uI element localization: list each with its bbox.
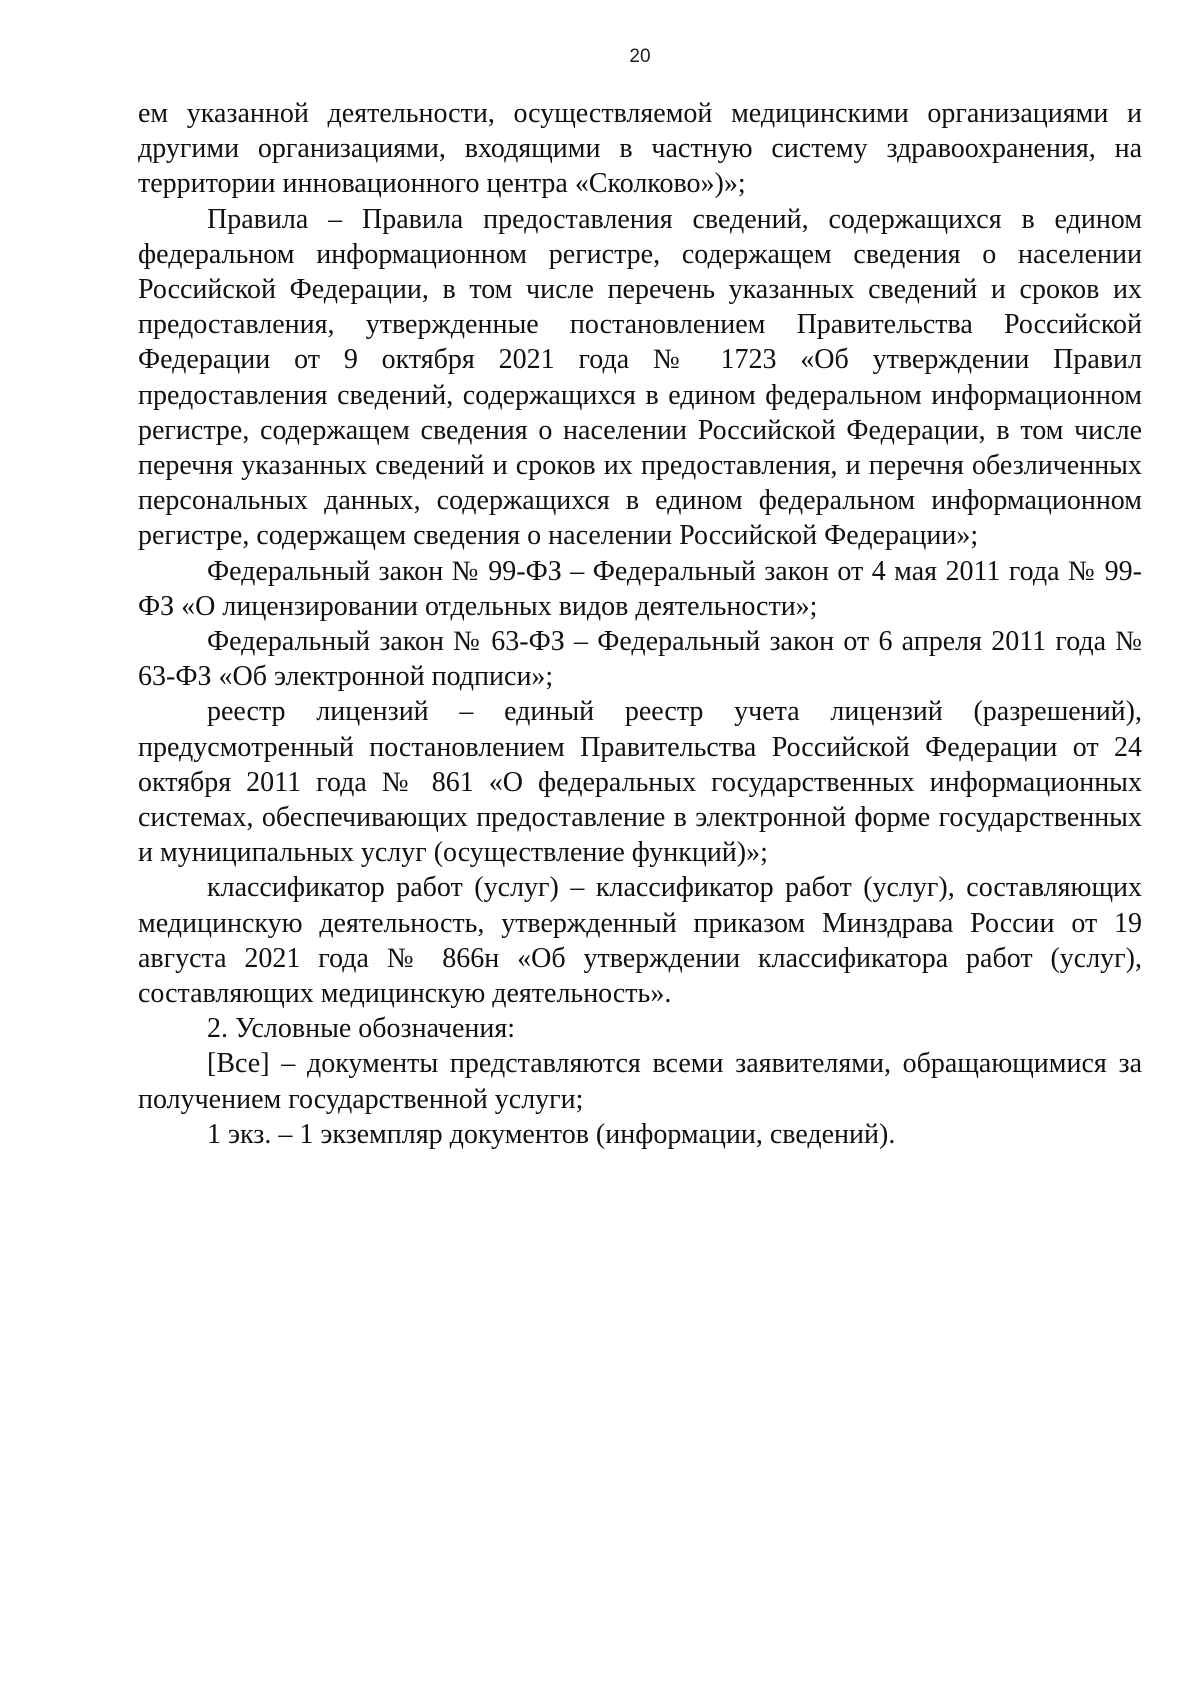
paragraph-definition-classifier: классификатор работ (услуг) – классификатор работ (услуг), составляющих медицинскую деятельность, утвержденный приказом Минздрава России от 19 августа 2021 года № 866н «Об утверждении классификатора работ (услуг), составляющих медицинскую деятельность». (138, 872, 1142, 1010)
paragraph-notation-all: [Все] – документы представляются всеми заявителями, обращающимися за получением государственной услуги; (138, 1048, 1142, 1115)
paragraph-definition-law-63: Федеральный закон № 63-ФЗ – Федеральный закон от 6 апреля 2011 года № 63-ФЗ «Об электронной подписи»; (138, 626, 1142, 693)
paragraph-section-heading: 2. Условные обозначения: (207, 1013, 516, 1045)
page-number: 20 (629, 46, 651, 67)
document-body (138, 96, 1142, 1152)
paragraph-definition-license-registry: реестр лицензий – единый реестр учета лицензий (разрешений), предусмотренный постановлением Правительства Российской Федерации от 24 октября 2011 года № 861 «О федеральных государственных информационных системах, обеспечивающих предоставление в электронной форме государственных и муниципальных услуг (осуществление функций)»; (138, 696, 1142, 869)
paragraph-notation-copies: 1 экз. – 1 экземпляр документов (информации, сведений). (207, 1118, 896, 1150)
paragraph-continuation: ем указанной деятельности, осуществляемой медицинскими организациями и другими организациями, входящими в частную систему здравоохранения, на территории инновационного центра «Сколково»)»; (138, 98, 1142, 200)
paragraph-definition-law-99: Федеральный закон № 99-ФЗ – Федеральный закон от 4 мая 2011 года № 99-ФЗ «О лицензировании отдельных видов деятельности»; (138, 555, 1142, 622)
paragraph-definition-rules: Правила – Правила предоставления сведений, содержащихся в едином федеральном информационном регистре, содержащем сведения о населении Российской Федерации, в том числе перечень указанных сведений и сроков их предоставления, утвержденные постановлением Правительства Российской Федерации от 9 октября 2021 года № 1723 «Об утверждении Правил предоставления сведений, содержащихся в едином федеральном информационном регистре, содержащем сведения о населении Российской Федерации, в том числе перечня указанных сведений и сроков их предоставления, и перечня обезличенных персональных данных, содержащихся в едином федеральном информационном регистре, содержащем сведения о населении Российской Федерации»; (138, 203, 1142, 552)
